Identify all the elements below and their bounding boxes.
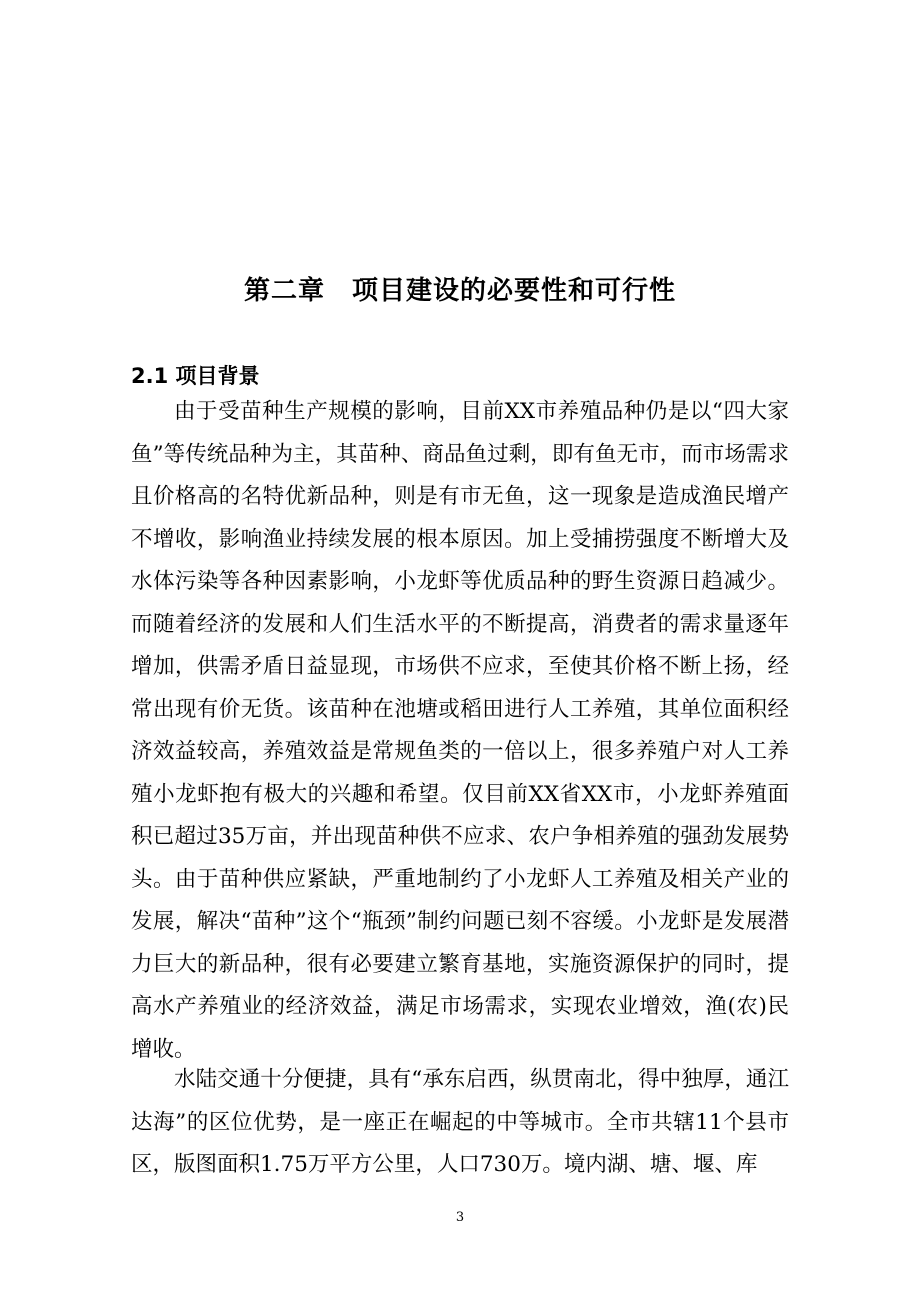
body-paragraph: 水陆交通十分便捷，具有“承东启西，纵贯南北，得中独厚，通江达海”的区位优势，是一座正在崛起的中等城市。全市共辖11个县市区，版图面积1.75万平方公里，人口730万。境内湖、塘、堰、库: [131, 1067, 789, 1177]
chapter-title: 第二章 项目建设的必要性和可行性: [243, 276, 676, 306]
page-number: 3: [455, 1210, 465, 1225]
body-paragraph: 由于受苗种生产规模的影响，目前XX市养殖品种仍是以“四大家鱼”等传统品种为主，其苗种、商品鱼过剩，即有鱼无市，而市场需求且价格高的名特优新品种，则是有市无鱼，这一现象是造成渔民增产不增收，影响渔业持续发展的根本原因。加上受捕捞强度不断增大及水体污染等各种因素影响，小龙虾等优质品种的野生资源日趋减少。而随着经济的发展和人们生活水平的不断提高，消费者的需求量逐年增加，供需矛盾日益显现，市场供不应求，至使其价格不断上扬，经常出现有价无货。该苗种在池塘或稻田进行人工养殖，其单位面积经济效益较高，养殖效益是常规鱼类的一倍以上，很多养殖户对人工养殖小龙虾抱有极大的兴趣和希望。仅目前XX省XX市，小龙虾养殖面积已超过35万亩，并出现苗种供不应求、农户争相养殖的强劲发展势头。由于苗种供应紧缺，严重地制约了小龙虾人工养殖及相关产业的发展，解决“苗种”这个“瓶颈”制约问题已刻不容缓。小龙虾是发展潜力巨大的新品种，很有必要建立繁育基地，实施资源保护的同时，提高水产养殖业的经济效益，满足市场需求，实现农业增效，渔(农)民增收。: [131, 399, 789, 1062]
section-heading: 2.1 项目背景: [131, 364, 260, 388]
